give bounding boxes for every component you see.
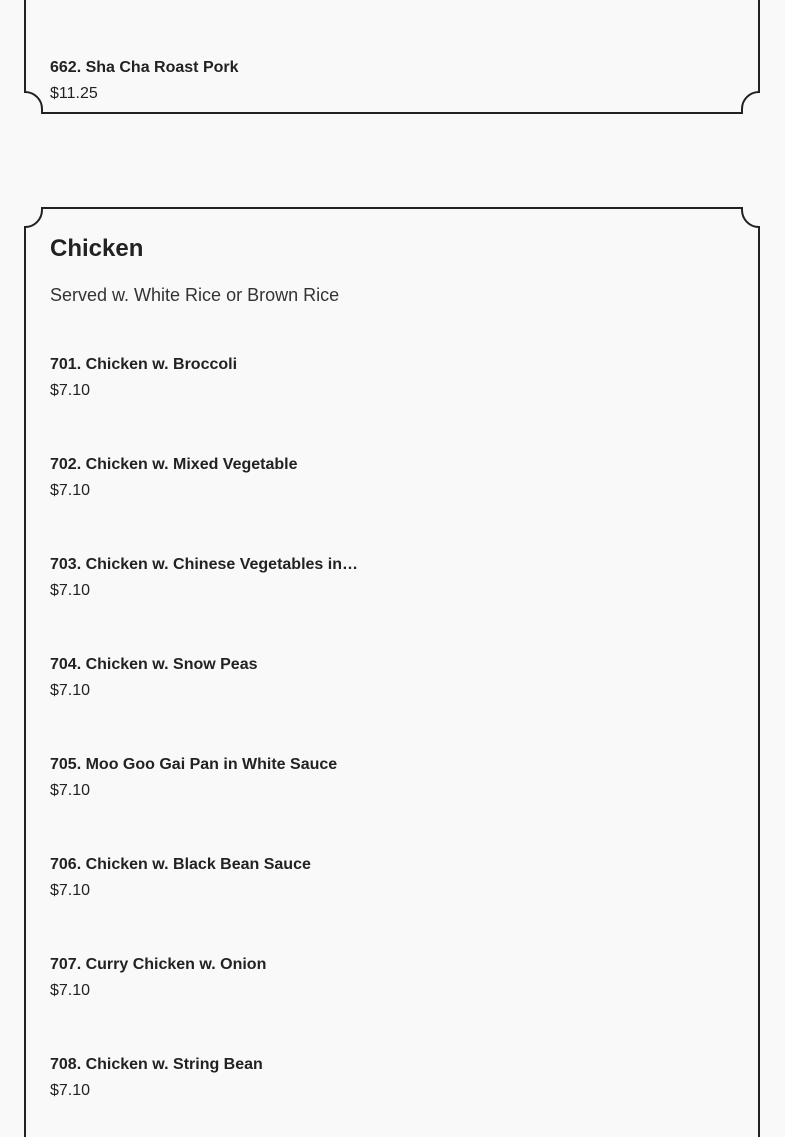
menu-item[interactable] <box>50 755 337 801</box>
item-price: $7.10 <box>50 382 91 399</box>
menu-item[interactable] <box>50 355 237 401</box>
item-name: 707. Curry Chicken w. Onion <box>50 956 267 973</box>
item-price: $7.10 <box>50 482 91 499</box>
item-name: 705. Moo Goo Gai Pan in White Sauce <box>50 756 338 773</box>
menu-item[interactable] <box>50 58 239 104</box>
item-name: 704. Chicken w. Snow Peas <box>50 656 258 673</box>
item-price: $11.25 <box>50 85 98 102</box>
item-name: 706. Chicken w. Black Bean Sauce <box>50 856 311 873</box>
item-name: 662. Sha Cha Roast Pork <box>50 59 239 76</box>
item-name: 708. Chicken w. String Bean <box>50 1056 263 1073</box>
menu-item[interactable] <box>50 555 358 601</box>
menu-item[interactable] <box>50 855 311 901</box>
item-price: $7.10 <box>50 782 91 799</box>
menu-item[interactable] <box>50 455 298 501</box>
item-price: $7.10 <box>50 582 91 599</box>
item-price: $7.10 <box>50 1082 91 1099</box>
item-name: 701. Chicken w. Broccoli <box>50 356 238 373</box>
menu-item[interactable] <box>50 1055 263 1101</box>
menu-item[interactable] <box>50 655 258 701</box>
item-name: 702. Chicken w. Mixed Vegetable <box>50 456 298 473</box>
item-price: $7.10 <box>50 882 91 899</box>
item-price: $7.10 <box>50 982 91 999</box>
item-name: 703. Chicken w. Chinese Vegetables in… <box>50 556 358 573</box>
category-title: Chicken <box>50 235 144 262</box>
menu-item[interactable] <box>50 955 266 1001</box>
previous-menu-section <box>24 0 761 143</box>
chicken-menu-section <box>24 207 761 1137</box>
category-description: Served w. White Rice or Brown Rice <box>50 285 340 305</box>
item-price: $7.10 <box>50 682 91 699</box>
